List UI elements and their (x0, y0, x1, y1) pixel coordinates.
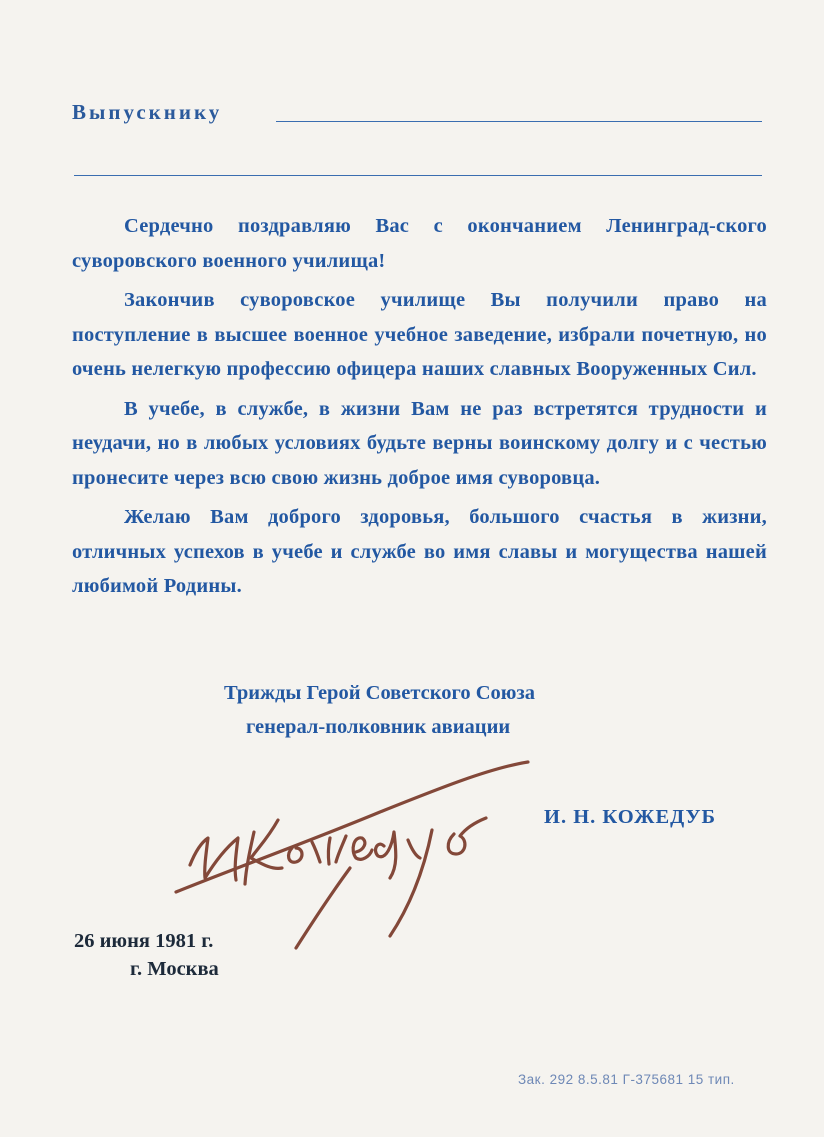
document-city: г. Москва (130, 958, 219, 980)
handwritten-signature (150, 750, 550, 950)
signatory-rank-line-1: Трижды Герой Советского Союза (224, 682, 535, 704)
body-paragraph: Желаю Вам доброго здоровья, большого счастья в жизни, отличных успехов в учебе и службе во имя славы и могущества нашей любимой Родины. (72, 506, 767, 597)
recipient-blank-line-2 (74, 175, 762, 176)
congratulation-body (72, 209, 767, 609)
body-paragraph: В учебе, в службе, в жизни Вам не раз встретятся трудности и неудачи, но в любых условиях будьте верны воинскому долгу и с честью пронесите через всю свою жизнь доброе имя суворовца. (72, 397, 767, 489)
body-paragraph: Сердечно поздравляю Вас с окончанием Ленинград-ского суворовского военного училища! (72, 215, 767, 272)
signatory-rank-line-2: генерал-полковник авиации (246, 716, 511, 738)
recipient-blank-line-1 (276, 121, 762, 122)
signatory-name: И. Н. КОЖЕДУБ (544, 806, 717, 828)
body-paragraph: Закончив суворовское училище Вы получили право на поступление в высшее военное учебное заведение, избрали почетную, но очень нелегкую профессию офицера наших славных Вооруженных Сил. (72, 289, 767, 380)
recipient-label: Выпускнику (72, 100, 223, 124)
printer-imprint: Зак. 292 8.5.81 Г-375681 15 тип. (518, 1072, 735, 1087)
document-date: 26 июня 1981 г. (74, 930, 214, 952)
